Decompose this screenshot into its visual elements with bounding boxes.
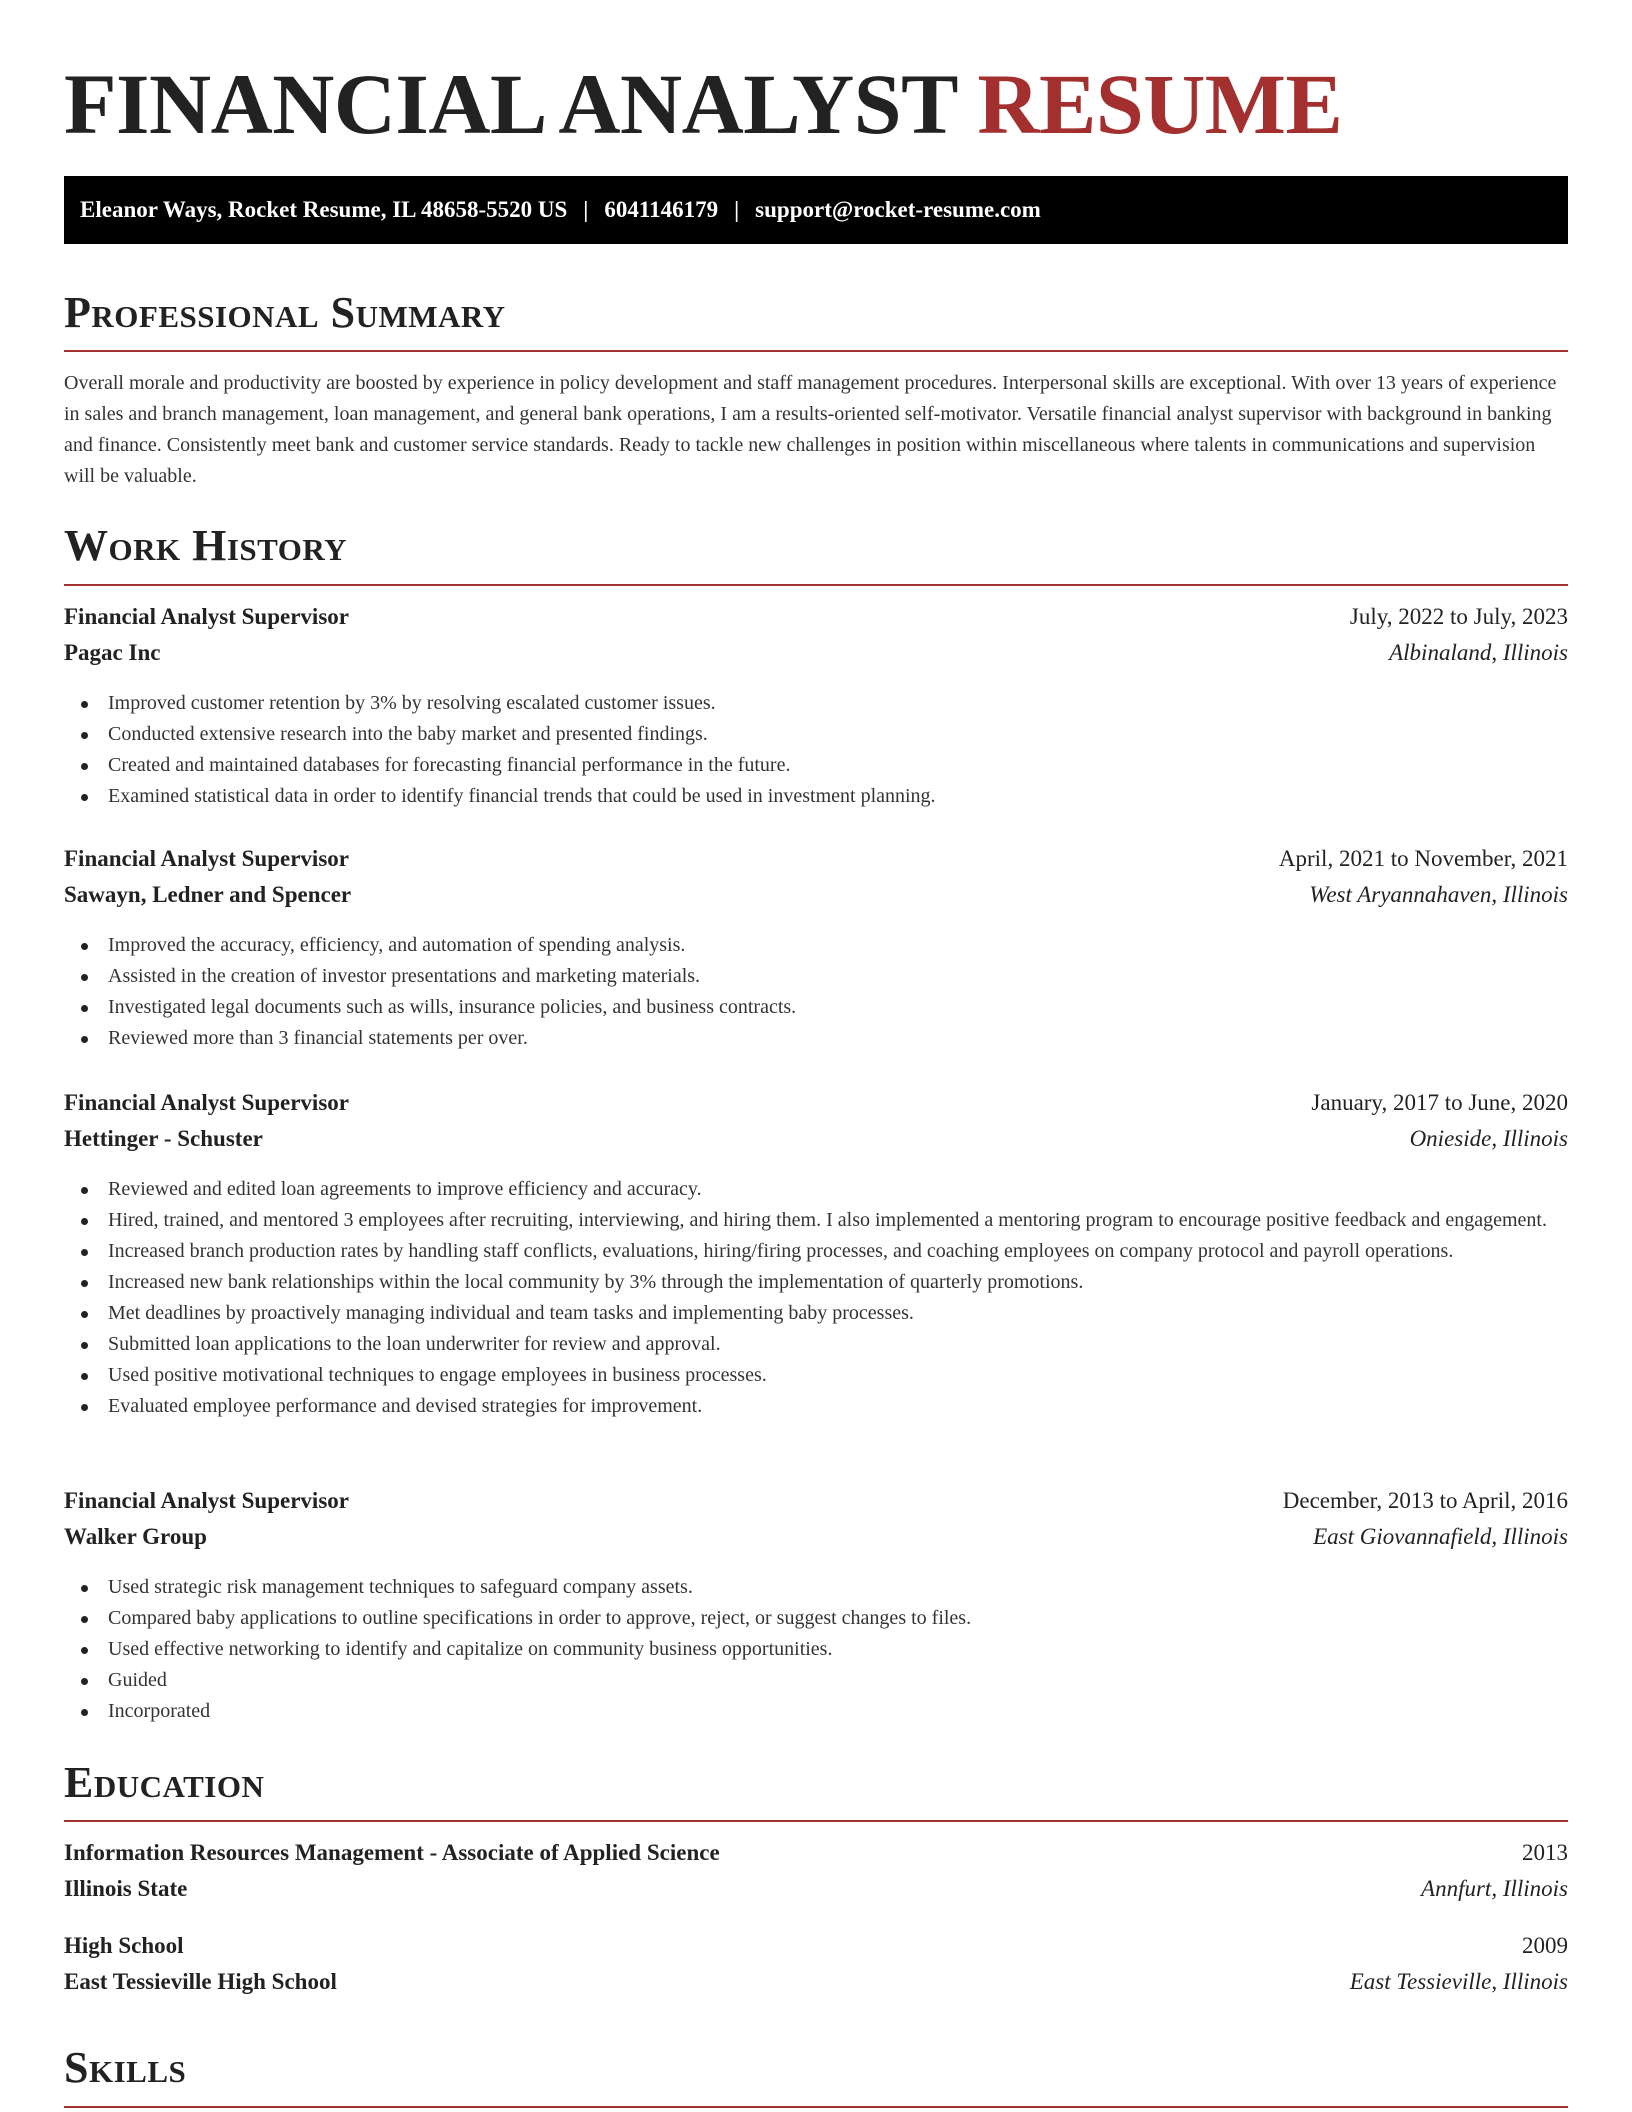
list-item: Submitted loan applications to the loan underwriter for review and approval. bbox=[64, 1329, 1568, 1360]
job-header bbox=[64, 846, 1568, 882]
skills-heading: Skills bbox=[64, 2043, 187, 2092]
contact-email: support@rocket-resume.com bbox=[755, 197, 1041, 222]
contact-phone: 6041146179 bbox=[604, 197, 719, 222]
education-degree: High School bbox=[64, 1933, 184, 1958]
job-company: Hettinger - Schuster bbox=[64, 1126, 263, 1151]
list-item: Used positive motivational techniques to engage employees in business processes. bbox=[64, 1360, 1568, 1391]
job-company: Sawayn, Ledner and Spencer bbox=[64, 882, 352, 907]
contact-separator: | bbox=[583, 197, 589, 222]
job-bullets bbox=[64, 1174, 1568, 1422]
list-item: Increased new bank relationships within the local community by 3% through the implementation of quarterly promotions. bbox=[64, 1267, 1568, 1298]
contact-separator: | bbox=[734, 197, 740, 222]
job-location: Albinaland, Illinois bbox=[1389, 640, 1568, 665]
list-item: Compared baby applications to outline specifications in order to approve, reject, or suggest changes to files. bbox=[64, 1603, 1568, 1634]
section-divider bbox=[64, 2106, 1568, 2108]
job-subheader bbox=[64, 640, 1568, 676]
contact-address: Eleanor Ways, Rocket Resume, IL 48658-5520 US bbox=[80, 197, 568, 222]
job-title: Financial Analyst Supervisor bbox=[64, 1488, 349, 1513]
job-header bbox=[64, 1488, 1568, 1524]
job-title: Financial Analyst Supervisor bbox=[64, 846, 349, 871]
section-divider bbox=[64, 584, 1568, 586]
job-dates: April, 2021 to November, 2021 bbox=[1278, 846, 1568, 871]
title-accent: RESUME bbox=[977, 56, 1343, 152]
education-year: 2013 bbox=[1522, 1840, 1568, 1865]
job-subheader bbox=[64, 1126, 1568, 1162]
job-company: Pagac Inc bbox=[64, 640, 161, 665]
list-item: Incorporated bbox=[64, 1696, 1568, 1727]
job-bullets bbox=[64, 930, 1568, 1054]
list-item: Improved the accuracy, efficiency, and automation of spending analysis. bbox=[64, 930, 1568, 961]
list-item: Investigated legal documents such as wills, insurance policies, and business contracts. bbox=[64, 992, 1568, 1023]
list-item: Improved customer retention by 3% by resolving escalated customer issues. bbox=[64, 688, 1568, 719]
job-header bbox=[64, 1090, 1568, 1126]
list-item: Evaluated employee performance and devised strategies for improvement. bbox=[64, 1391, 1568, 1422]
list-item: Reviewed and edited loan agreements to improve efficiency and accuracy. bbox=[64, 1174, 1568, 1205]
job-subheader bbox=[64, 882, 1568, 918]
job-entry bbox=[64, 1488, 1568, 1727]
job-bullets bbox=[64, 1572, 1568, 1727]
list-item: Met deadlines by proactively managing individual and team tasks and implementing baby processes. bbox=[64, 1298, 1568, 1329]
job-dates: December, 2013 to April, 2016 bbox=[1282, 1488, 1568, 1513]
list-item: Hired, trained, and mentored 3 employees after recruiting, interviewing, and hiring them. I also implemented a mentoring program to encourage positive feedback and engagement. bbox=[64, 1205, 1568, 1236]
resume-title bbox=[64, 52, 1342, 156]
education-location: Annfurt, Illinois bbox=[1421, 1876, 1568, 1901]
list-item: Used strategic risk management techniques to safeguard company assets. bbox=[64, 1572, 1568, 1603]
summary-heading: Professional Summary bbox=[64, 288, 506, 337]
job-entry bbox=[64, 1090, 1568, 1422]
list-item: Conducted extensive research into the baby market and presented findings. bbox=[64, 719, 1568, 750]
job-title: Financial Analyst Supervisor bbox=[64, 1090, 349, 1115]
list-item: Assisted in the creation of investor presentations and marketing materials. bbox=[64, 961, 1568, 992]
job-header bbox=[64, 604, 1568, 640]
work-history-heading: Work History bbox=[64, 521, 348, 570]
education-subheader bbox=[64, 1969, 1568, 2005]
job-dates: July, 2022 to July, 2023 bbox=[1349, 604, 1568, 629]
list-item: Guided bbox=[64, 1665, 1568, 1696]
job-subheader bbox=[64, 1524, 1568, 1560]
job-entry bbox=[64, 604, 1568, 812]
job-location: East Giovannafield, Illinois bbox=[1313, 1524, 1568, 1549]
list-item: Examined statistical data in order to identify financial trends that could be used in investment planning. bbox=[64, 781, 1568, 812]
education-entry bbox=[64, 1840, 1568, 1912]
education-heading: Education bbox=[64, 1758, 265, 1807]
list-item: Created and maintained databases for forecasting financial performance in the future. bbox=[64, 750, 1568, 781]
education-school: East Tessieville High School bbox=[64, 1969, 337, 1994]
job-location: Onieside, Illinois bbox=[1409, 1126, 1568, 1151]
education-year: 2009 bbox=[1522, 1933, 1568, 1958]
job-company: Walker Group bbox=[64, 1524, 207, 1549]
list-item: Reviewed more than 3 financial statements per over. bbox=[64, 1023, 1568, 1054]
job-title: Financial Analyst Supervisor bbox=[64, 604, 349, 629]
education-location: East Tessieville, Illinois bbox=[1349, 1969, 1568, 1994]
job-location: West Aryannahaven, Illinois bbox=[1309, 882, 1568, 907]
list-item: Increased branch production rates by handling staff conflicts, evaluations, hiring/firing processes, and coaching employees on company protocol and payroll operations. bbox=[64, 1236, 1568, 1267]
education-degree: Information Resources Management - Associate of Applied Science bbox=[64, 1840, 720, 1865]
education-school: Illinois State bbox=[64, 1876, 188, 1901]
summary-text: Overall morale and productivity are boosted by experience in policy development and staff management procedures. Interpersonal skills are exceptional. With over 13 years of experience in sales and branch management, loan management, and general bank operations, I am a results-oriented self-motivator. Versatile financial analyst supervisor with background in banking and finance. Consistently meet bank and customer service standards. Ready to tackle new challenges in position within miscellaneous where talents in communications and supervision will be valuable. bbox=[64, 372, 1557, 487]
job-dates: January, 2017 to June, 2020 bbox=[1311, 1090, 1568, 1115]
education-header bbox=[64, 1840, 1568, 1876]
contact-bar bbox=[64, 176, 1568, 244]
education-header bbox=[64, 1933, 1568, 1969]
title-main: FINANCIAL ANALYST bbox=[64, 56, 957, 152]
education-entry bbox=[64, 1933, 1568, 2005]
list-item: Used effective networking to identify and capitalize on community business opportunities. bbox=[64, 1634, 1568, 1665]
section-divider bbox=[64, 1820, 1568, 1822]
job-bullets bbox=[64, 688, 1568, 812]
education-subheader bbox=[64, 1876, 1568, 1912]
job-entry bbox=[64, 846, 1568, 1054]
section-divider bbox=[64, 350, 1568, 352]
